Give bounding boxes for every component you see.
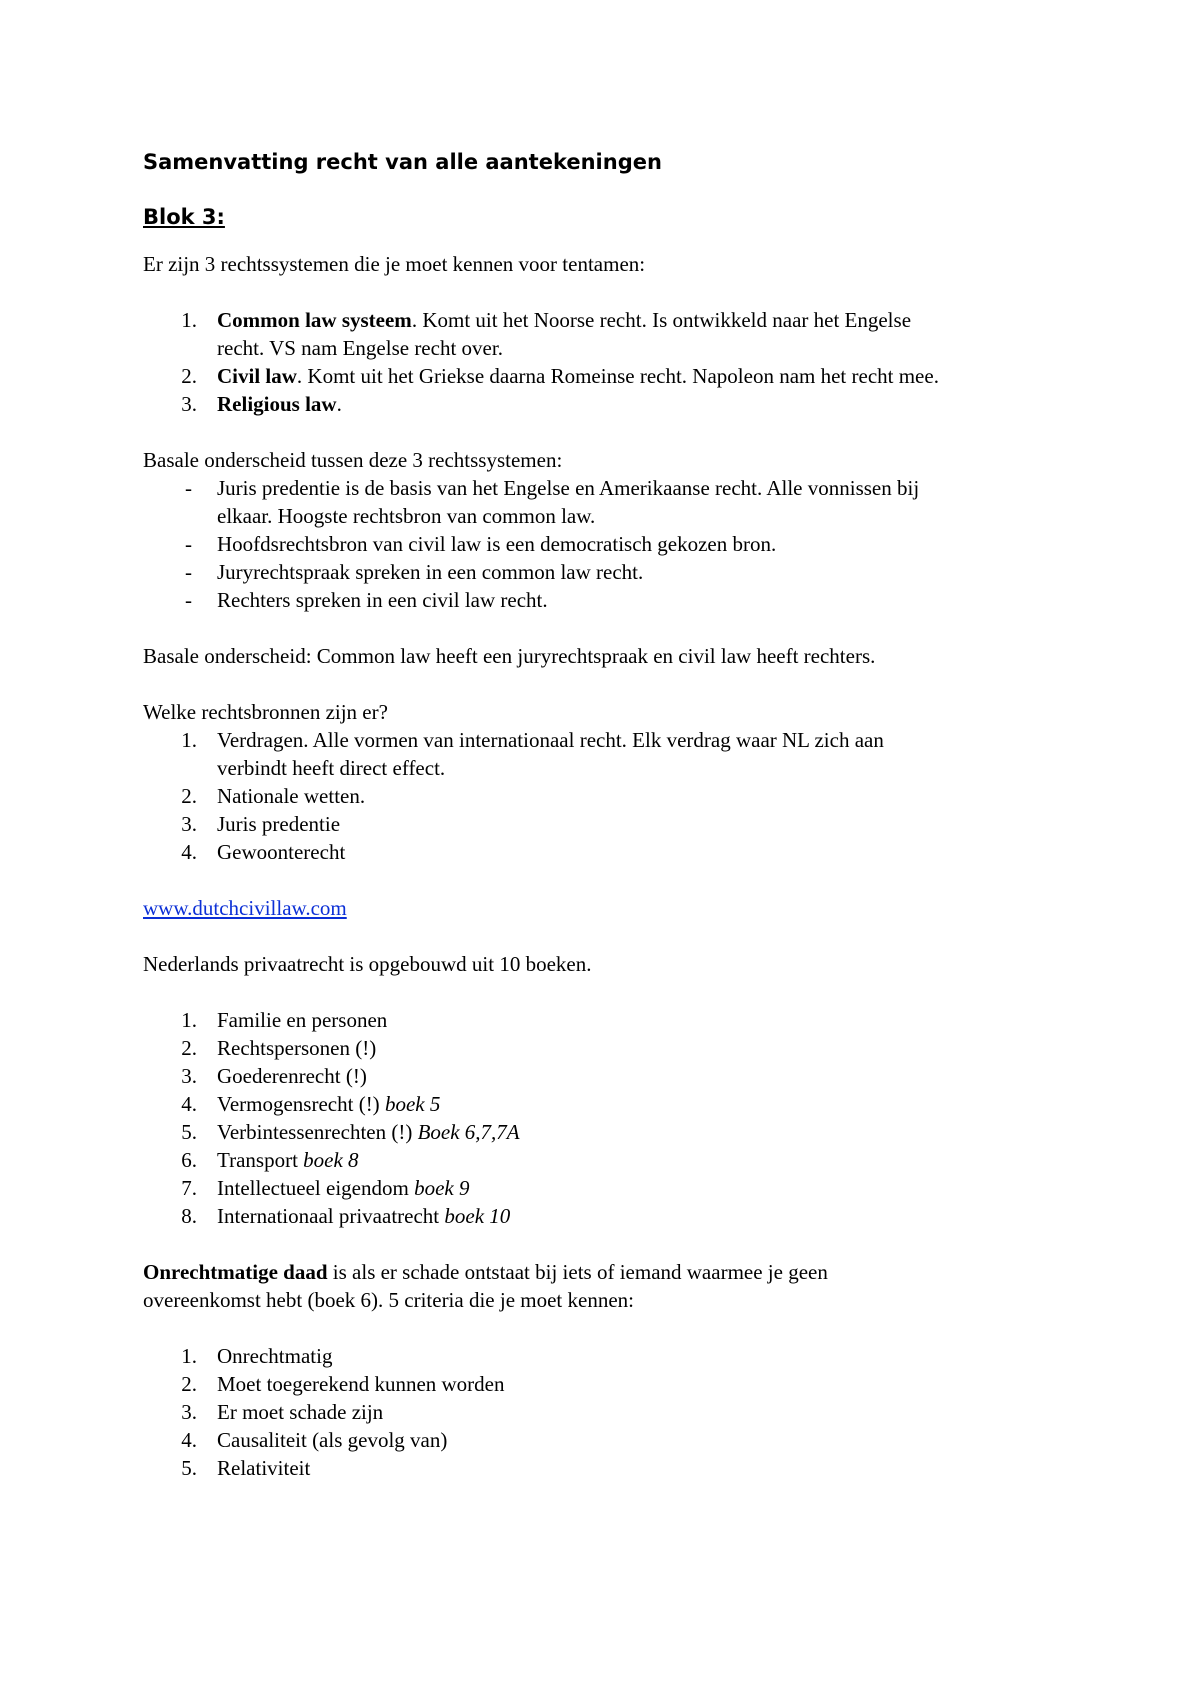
list-number: 3. (181, 392, 197, 416)
list-number: 1. (181, 1344, 197, 1368)
book-title: Familie en personen (217, 1008, 388, 1032)
book-reference: boek 10 (444, 1204, 511, 1228)
list-item (0, 1118, 1200, 1146)
bullet-dash: - (185, 560, 192, 584)
list-number: 2. (181, 364, 197, 388)
list-item (0, 810, 1200, 838)
list-item (0, 1146, 1200, 1174)
book-title: Vermogensrecht (!) (217, 1092, 385, 1116)
bullet-text: Juris predentie is de basis van het Engelse en Amerikaanse recht. Alle vonnissen bij (217, 476, 920, 500)
differences-heading: Basale onderscheid tussen deze 3 rechtssystemen: (143, 448, 563, 472)
list-item (0, 1090, 1200, 1118)
book-title: Verbintessenrechten (!) (217, 1120, 418, 1144)
list-item (0, 1398, 1200, 1426)
criterion-text: Onrechtmatig (217, 1344, 333, 1368)
book-reference: boek 5 (384, 1092, 441, 1116)
dutchcivillaw-link[interactable]: www.dutchcivillaw.com (143, 896, 347, 920)
list-number: 6. (181, 1148, 197, 1172)
bullet-dash: - (185, 588, 192, 612)
source-text: Gewoonterecht (217, 840, 346, 864)
tort-definition: is als er schade ontstaat bij iets of iemand waarmee je geen (327, 1260, 828, 1284)
bullet-dash: - (185, 532, 192, 556)
criterion-text: Er moet schade zijn (217, 1400, 384, 1424)
list-number: 2. (181, 1372, 197, 1396)
list-number: 1. (181, 1008, 197, 1032)
criterion-text: Relativiteit (217, 1456, 311, 1480)
bullet-text: Hoofdsrechtsbron van civil law is een democratisch gekozen bron. (217, 532, 777, 556)
list-number: 1. (181, 308, 197, 332)
list-item (0, 1034, 1200, 1062)
book-title: Transport (217, 1148, 304, 1172)
system-description: recht. VS nam Engelse recht over. (217, 336, 503, 360)
intro-text: Er zijn 3 rechtssystemen die je moet kennen voor tentamen: (143, 252, 646, 276)
book-title: Internationaal privaatrecht (217, 1204, 445, 1228)
list-item (0, 390, 1200, 418)
bullet-item (0, 586, 1200, 614)
bullet-text: elkaar. Hoogste rechtsbron van common law. (217, 504, 596, 528)
list-number: 5. (181, 1120, 197, 1144)
list-number: 4. (181, 1428, 197, 1452)
bullet-text: Rechters spreken in een civil law recht. (217, 588, 548, 612)
book-title: Rechtspersonen (!) (217, 1036, 377, 1060)
source-text: Nationale wetten. (217, 784, 366, 808)
list-item (0, 726, 1200, 754)
summary-text: Basale onderscheid: Common law heeft een juryrechtspraak en civil law heeft rechters. (143, 644, 876, 668)
list-number: 2. (181, 1036, 197, 1060)
list-number: 3. (181, 1400, 197, 1424)
list-item (0, 1006, 1200, 1034)
book-title: Intellectueel eigendom (217, 1176, 415, 1200)
document-title: Samenvatting recht van alle aantekeningen (143, 150, 662, 174)
list-number: 8. (181, 1204, 197, 1228)
books-intro: Nederlands privaatrecht is opgebouwd uit 10 boeken. (143, 952, 592, 976)
list-number: 2. (181, 784, 197, 808)
section-heading: Blok 3: (143, 205, 225, 229)
list-item (0, 838, 1200, 866)
bullet-dash: - (185, 476, 192, 500)
book-reference: boek 9 (414, 1176, 470, 1200)
tort-term: Onrechtmatige daad (143, 1260, 328, 1284)
list-number: 5. (181, 1456, 197, 1480)
list-number: 3. (181, 1064, 197, 1088)
list-item (0, 782, 1200, 810)
bullet-item (0, 530, 1200, 558)
list-item-continuation (0, 334, 1200, 362)
list-item (0, 362, 1200, 390)
source-text: verbindt heeft direct effect. (217, 756, 446, 780)
system-description: . (336, 392, 342, 416)
system-name: Civil law (217, 364, 297, 388)
list-item (0, 1174, 1200, 1202)
list-item-continuation (0, 754, 1200, 782)
criterion-text: Moet toegerekend kunnen worden (217, 1372, 505, 1396)
list-item (0, 1342, 1200, 1370)
bullet-item-continuation (0, 502, 1200, 530)
source-text: Verdragen. Alle vormen van internationaal recht. Elk verdrag waar NL zich aan (217, 728, 884, 752)
tort-paragraph-line2: overeenkomst hebt (boek 6). 5 criteria die je moet kennen: (143, 1288, 634, 1312)
sources-question: Welke rechtsbronnen zijn er? (143, 700, 388, 724)
system-description: . Komt uit het Griekse daarna Romeinse recht. Napoleon nam het recht mee. (296, 364, 939, 388)
list-number: 3. (181, 812, 197, 836)
list-item (0, 306, 1200, 334)
list-number: 4. (181, 1092, 197, 1116)
bullet-item (0, 474, 1200, 502)
system-name: Common law systeem (217, 308, 412, 332)
book-title: Goederenrecht (!) (217, 1064, 367, 1088)
bullet-text: Juryrechtspraak spreken in een common law recht. (217, 560, 644, 584)
list-number: 1. (181, 728, 197, 752)
criterion-text: Causaliteit (als gevolg van) (217, 1428, 448, 1452)
tort-paragraph (143, 1258, 828, 1286)
list-item (0, 1202, 1200, 1230)
list-number: 4. (181, 840, 197, 864)
bullet-item (0, 558, 1200, 586)
list-item (0, 1426, 1200, 1454)
source-text: Juris predentie (217, 812, 341, 836)
list-item (0, 1062, 1200, 1090)
book-reference: Boek 6,7,7A (417, 1120, 520, 1144)
system-description: . Komt uit het Noorse recht. Is ontwikkeld naar het Engelse (411, 308, 912, 332)
book-reference: boek 8 (303, 1148, 359, 1172)
list-number: 7. (181, 1176, 197, 1200)
list-item (0, 1370, 1200, 1398)
system-name: Religious law (217, 392, 337, 416)
list-item (0, 1454, 1200, 1482)
